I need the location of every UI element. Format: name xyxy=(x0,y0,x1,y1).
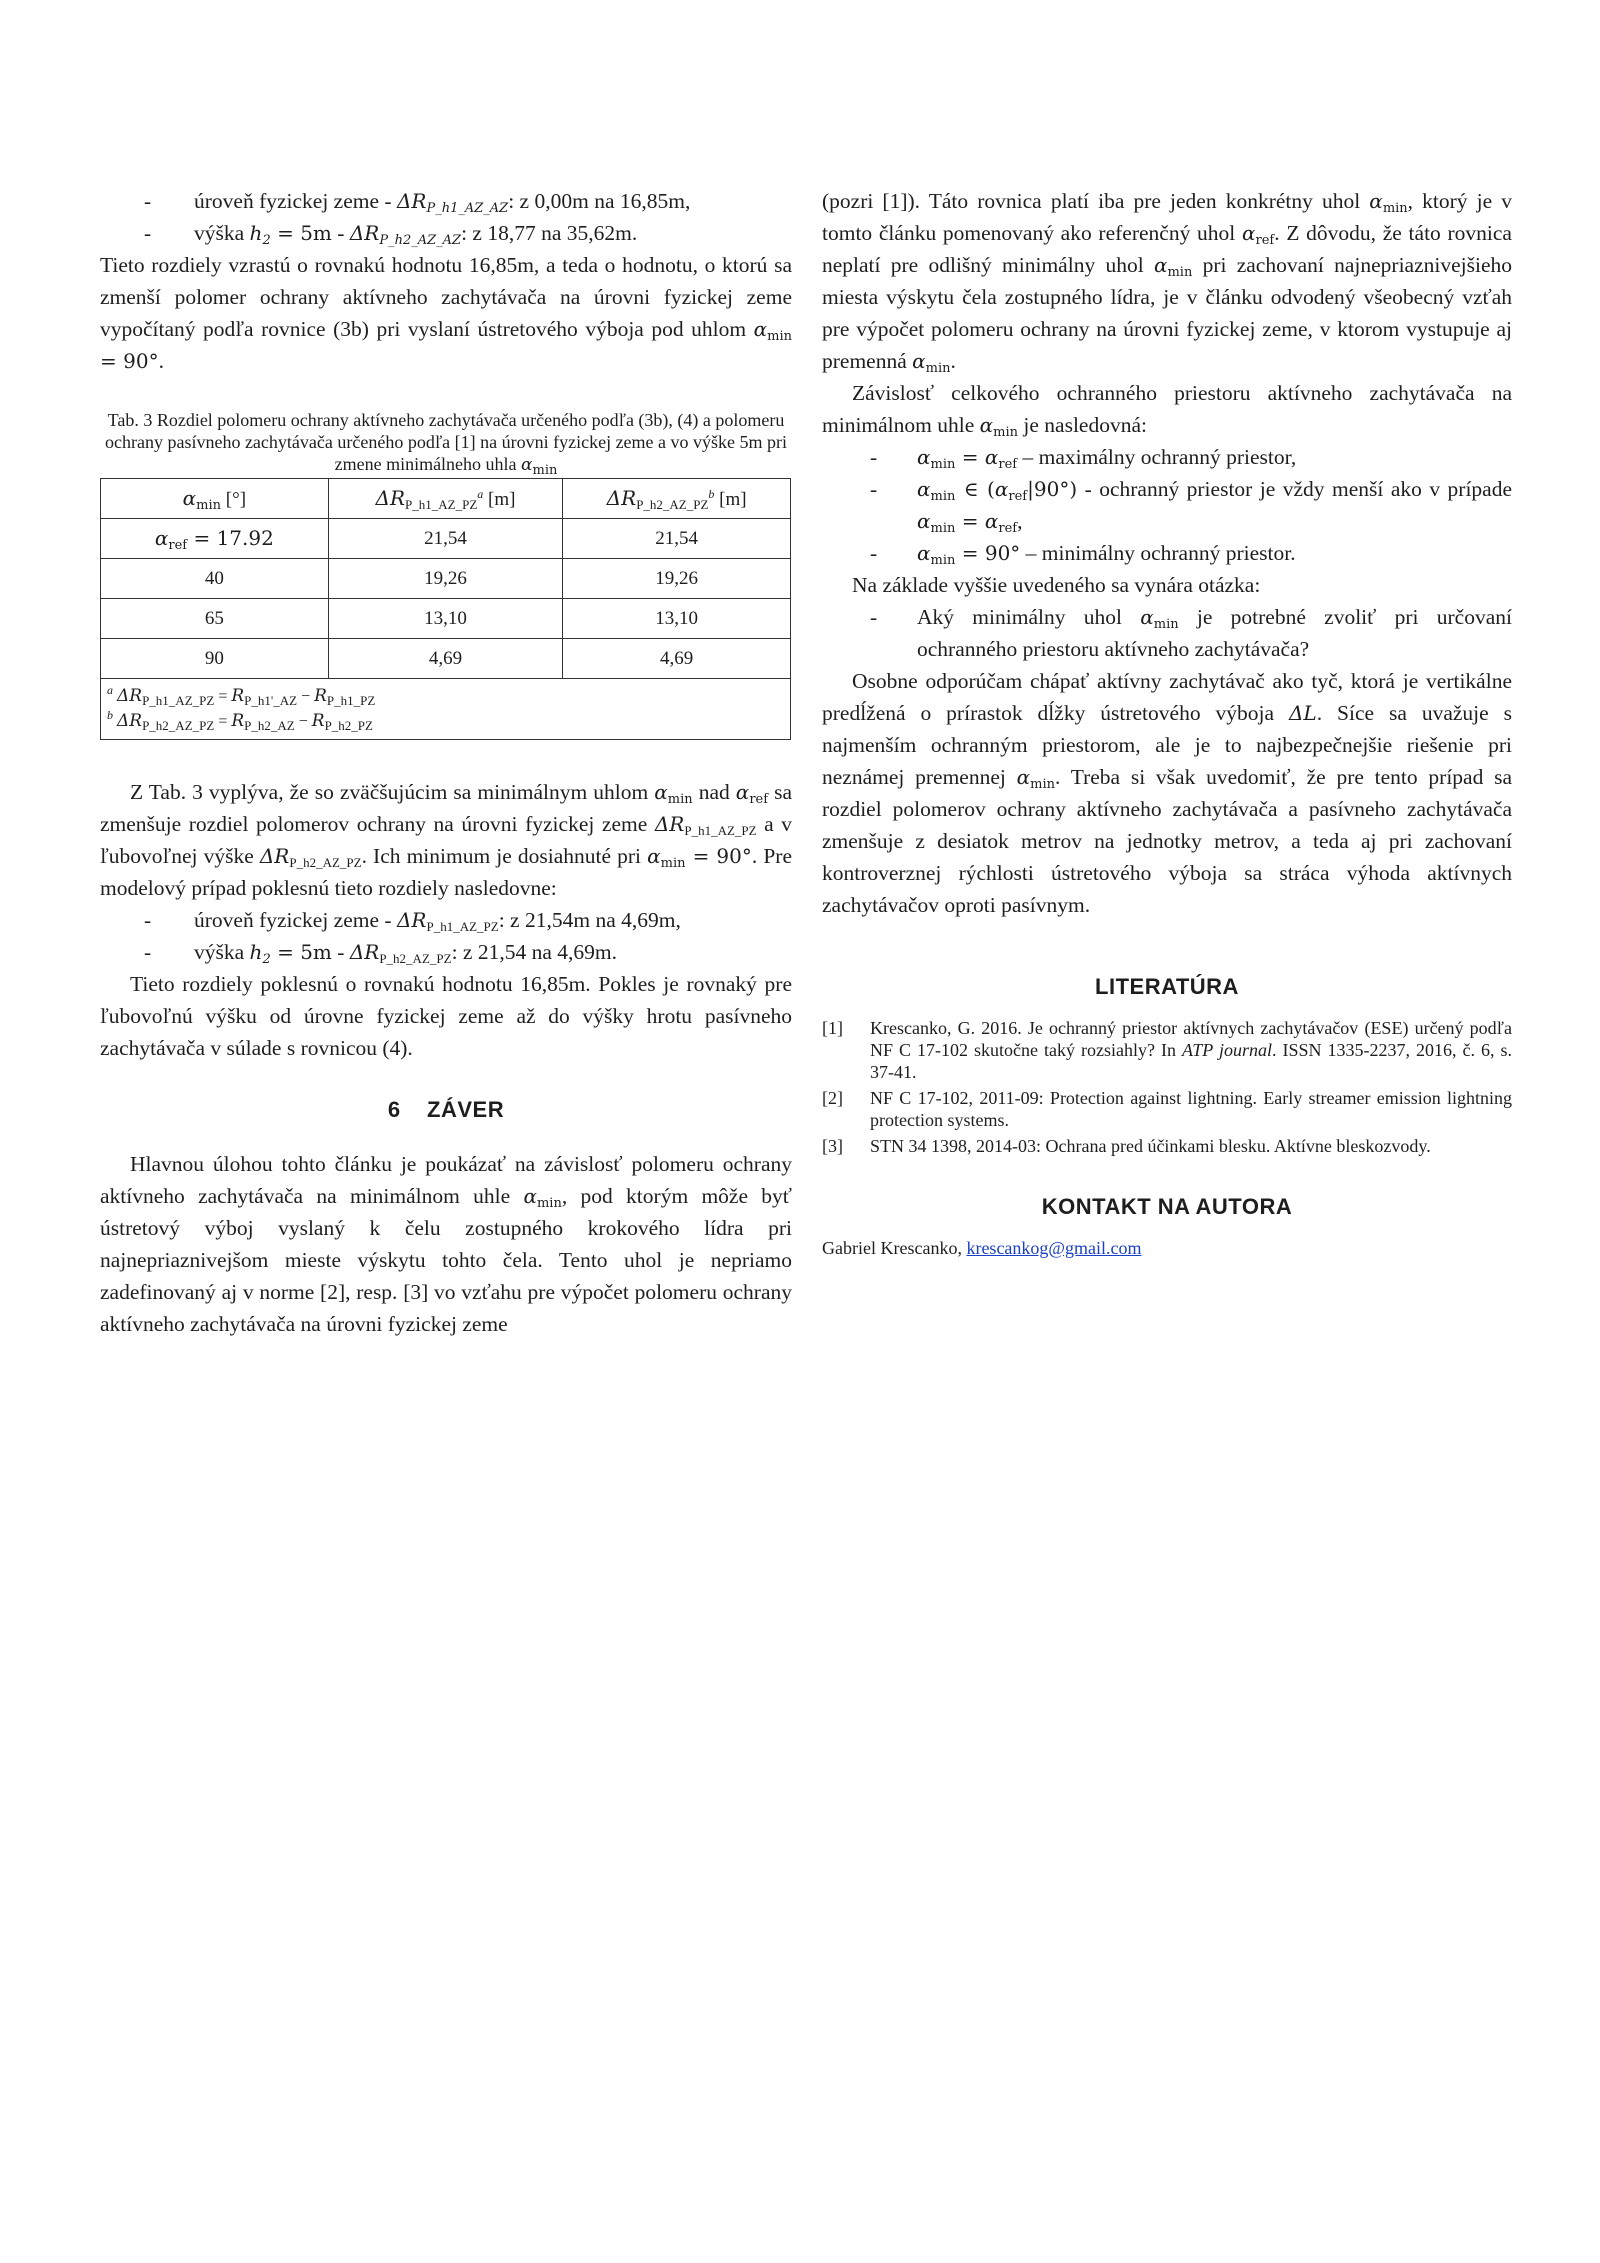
table-header-row xyxy=(101,479,791,519)
table-note: $^b$ $\Delta R_{P\_h2\_AZ\_PZ} = R_{P\_h2\_AZ} - R_{P\_h2\_PZ}$ xyxy=(107,708,373,733)
section-heading: 6 ZÁVER xyxy=(387,1097,505,1122)
author-name: Gabriel Krescanko, xyxy=(822,1238,967,1258)
table-cell: $\alpha_{ref} = 17.92$ xyxy=(101,519,329,559)
paragraph: Z Tab. 3 vyplýva, že so zväčšujúcim sa minimálnym uhlom $\alpha_{min}$ nad $\alpha_{ref}$ sa zmenšuje rozdiel polomerov ochrany na úrovni fyzickej zeme $\Delta R_{P\_h1\_AZ\_PZ}$ a v ľubovoľnej výške $\Delta R_{P\_h2\_AZ\_PZ}$. Ich minimum je dosiahnuté pri $\alpha_{min} = 90^\circ$. Pre modelový prípad poklesnú tieto rozdiely nasledovne: xyxy=(100,780,793,900)
references-heading: LITERATÚRA xyxy=(1095,974,1239,999)
table-cell: 13,10 xyxy=(328,599,563,639)
list-dash: - xyxy=(144,908,152,932)
left-column xyxy=(100,185,792,1340)
table-caption: Tab. 3 Rozdiel polomeru ochrany aktívneho zachytávača určeného podľa (3b), (4) a polomeru ochrany pasívneho zachytávača určeného podľa [1] na úrovni fyzickej zeme a vo výške 5m pri zmene minimálneho uhla $\alpha_{min}$ xyxy=(104,410,788,478)
reference-item: [1] Krescanko, G. 2016. Je ochranný priestor aktívnych zachytávačov (ESE) určený podľa NF C 17-102 skutočne taký rozsiahly? In ATP journal. ISSN 1335-2237, 2016, č. 6, s. 37-41. xyxy=(822,1018,1513,1082)
paragraph: (pozri [1]). Táto rovnica platí iba pre jeden konkrétny uhol $\alpha_{min}$, ktorý je v tomto článku pomenovaný ako referenčný uhol $\alpha_{ref}$. Z dôvodu, že táto rovnica neplatí pre odlišný minimálny uhol $\alpha_{min}$ pri zachovaní najnepriaznivejšieho miesta výskytu čela zostupného lídra, je v článku odvodený všeobecný vzťah pre výpočet polomeru ochrany na úrovni fyzickej zeme, v ktorom vystupuje aj premenná $\alpha_{min}$. xyxy=(822,189,1513,376)
author-contact xyxy=(822,1237,1512,1259)
list-dash: - xyxy=(870,477,878,501)
list-dash: - xyxy=(870,445,878,469)
author-email-link[interactable]: krescankog@gmail.com xyxy=(966,1238,1142,1258)
paragraph: Tieto rozdiely vzrastú o rovnakú hodnotu 16,85m, a teda o hodnotu, o ktorú sa zmenší polomer ochrany aktívneho zachytávača na úrovni fyzickej zeme vypočítaný podľa rovnice (3b) pri vyslaní ústretového výboja pod uhlom $\alpha_{min} = 90^\circ$. xyxy=(100,253,792,373)
list-dash: - xyxy=(144,221,152,245)
contact-heading: KONTAKT NA AUTORA xyxy=(1041,1194,1293,1219)
table-note: $^a$ $\Delta R_{P\_h1\_AZ\_PZ} = R_{P\_h1'\_AZ} - R_{P\_h1\_PZ}$ xyxy=(107,683,376,708)
list-dash: - xyxy=(144,189,152,213)
table-cell: 65 xyxy=(101,599,329,639)
table-cell: 4,69 xyxy=(563,639,791,679)
table-row xyxy=(101,559,791,599)
table-cell: 13,10 xyxy=(563,599,791,639)
reference-number: [2] xyxy=(822,1088,843,1108)
list-dash: - xyxy=(870,605,878,629)
table-header-cell: $\Delta R_{P\_h1\_AZ\_PZ}^a$ [m] xyxy=(328,479,563,519)
table-cell: 4,69 xyxy=(328,639,563,679)
reference-list xyxy=(822,1017,1512,1157)
list-item: - úroveň fyzickej zeme - $\Delta R_{P\_h1\_AZ\_AZ}$: z 0,00m na 16,85m, xyxy=(100,185,792,217)
table-cell: 40 xyxy=(101,559,329,599)
table-notes-row xyxy=(101,679,791,740)
paragraph: Tieto rozdiely poklesnú o rovnakú hodnotu 16,85m. Pokles je rovnaký pre ľubovoľnú výšku od úrovne fyzickej zeme až do výšky hrotu pasívneho zachytávača v súlade s rovnicou (4). xyxy=(100,972,792,1060)
paragraph: Osobne odporúčam chápať aktívny zachytávač ako tyč, ktorá je vertikálne predĺžená o prírastok dĺžky ústretového výboja ΔL. Síce sa uvažuje s najmenším ochranným priestorom, ale je to najbezpečnejšie riešenie pri neznámej premennej $\alpha_{min}$. Treba si však uvedomiť, že pre tento prípad sa rozdiel polomerov ochrany aktívneho zachytávača a pasívneho zachytávača zmenšuje z desiatok metrov na jednotky metrov, a teda aj pri zachovaní kontroverznej rýchlosti ústretového výboja sa stráca výhoda aktívnych zachytávačov oproti pasívnym. xyxy=(822,669,1512,917)
right-column xyxy=(822,185,1512,1259)
list-item: - výška $h_2 = 5m - \Delta R_{P\_h2\_AZ\_PZ}$: z 21,54 na 4,69m. xyxy=(100,936,792,968)
table-row xyxy=(101,519,791,559)
list-item: - $\alpha_{min} = \alpha_{ref}$ – maximálny ochranný priestor, xyxy=(822,441,1512,473)
list-item: - úroveň fyzickej zeme - $\Delta R_{P\_h1\_AZ\_PZ}$: z 21,54m na 4,69m, xyxy=(100,904,792,936)
table-cell: 21,54 xyxy=(563,519,791,559)
reference-number: [3] xyxy=(822,1136,843,1156)
table-header-cell: $\Delta R_{P\_h2\_AZ\_PZ}^b$ [m] xyxy=(563,479,791,519)
list-item: - $\alpha_{min}$ ∈ $(\alpha_{ref}|90^\circ)$ - ochranný priestor je vždy menší ako v prípade $\alpha_{min} = \alpha_{ref}$, xyxy=(822,473,1512,537)
reference-number: [1] xyxy=(822,1018,843,1038)
reference-item: [3] STN 34 1398, 2014-03: Ochrana pred účinkami blesku. Aktívne bleskozvody. xyxy=(822,1136,1431,1156)
reference-item: [2] NF C 17-102, 2011-09: Protection against lightning. Early streamer emission lightning protection systems. xyxy=(822,1088,1512,1130)
list-item: - $\alpha_{min} = 90^\circ$ – minimálny ochranný priestor. xyxy=(822,537,1512,569)
paragraph: Hlavnou úlohou tohto článku je poukázať na závislosť polomeru ochrany aktívneho zachytávača na minimálnom uhle $\alpha_{min}$, pod ktorým môže byť ústretový výboj vyslaný k čelu zostupného krokového lídra pri najnepriaznivejšom mieste výskytu tohto čela. Tento uhol je nepriamo zadefinovaný aj v norme [2], resp. [3] vo vzťahu pre výpočet polomeru ochrany aktívneho zachytávača na úrovni fyzickej zeme xyxy=(100,1152,792,1336)
table-row xyxy=(101,599,791,639)
table-cell: 90 xyxy=(101,639,329,679)
table-header-cell: $\alpha_{min}$ [°] xyxy=(101,479,329,519)
table-cell: 19,26 xyxy=(563,559,791,599)
list-item: - výška $h_2 = 5m - \Delta R_{P\_h2\_AZ\_AZ}$: z 18,77 na 35,62m. xyxy=(100,217,792,249)
paragraph: Závislosť celkového ochranného priestoru aktívneho zachytávača na minimálnom uhle $\alpha_{min}$ je nasledovná: xyxy=(822,381,1512,440)
list-dash: - xyxy=(870,541,878,565)
table-row xyxy=(101,639,791,679)
paragraph: Na základe vyššie uvedeného sa vynára otázka: xyxy=(852,573,1261,597)
list-dash: - xyxy=(144,940,152,964)
data-table xyxy=(100,478,791,740)
list-item: - Aký minimálny uhol $\alpha_{min}$ je potrebné zvoliť pri určovaní ochranného priestoru aktívneho zachytávača? xyxy=(822,601,1512,665)
table-notes xyxy=(101,679,791,740)
table-cell: 19,26 xyxy=(328,559,563,599)
table-cell: 21,54 xyxy=(328,519,563,559)
